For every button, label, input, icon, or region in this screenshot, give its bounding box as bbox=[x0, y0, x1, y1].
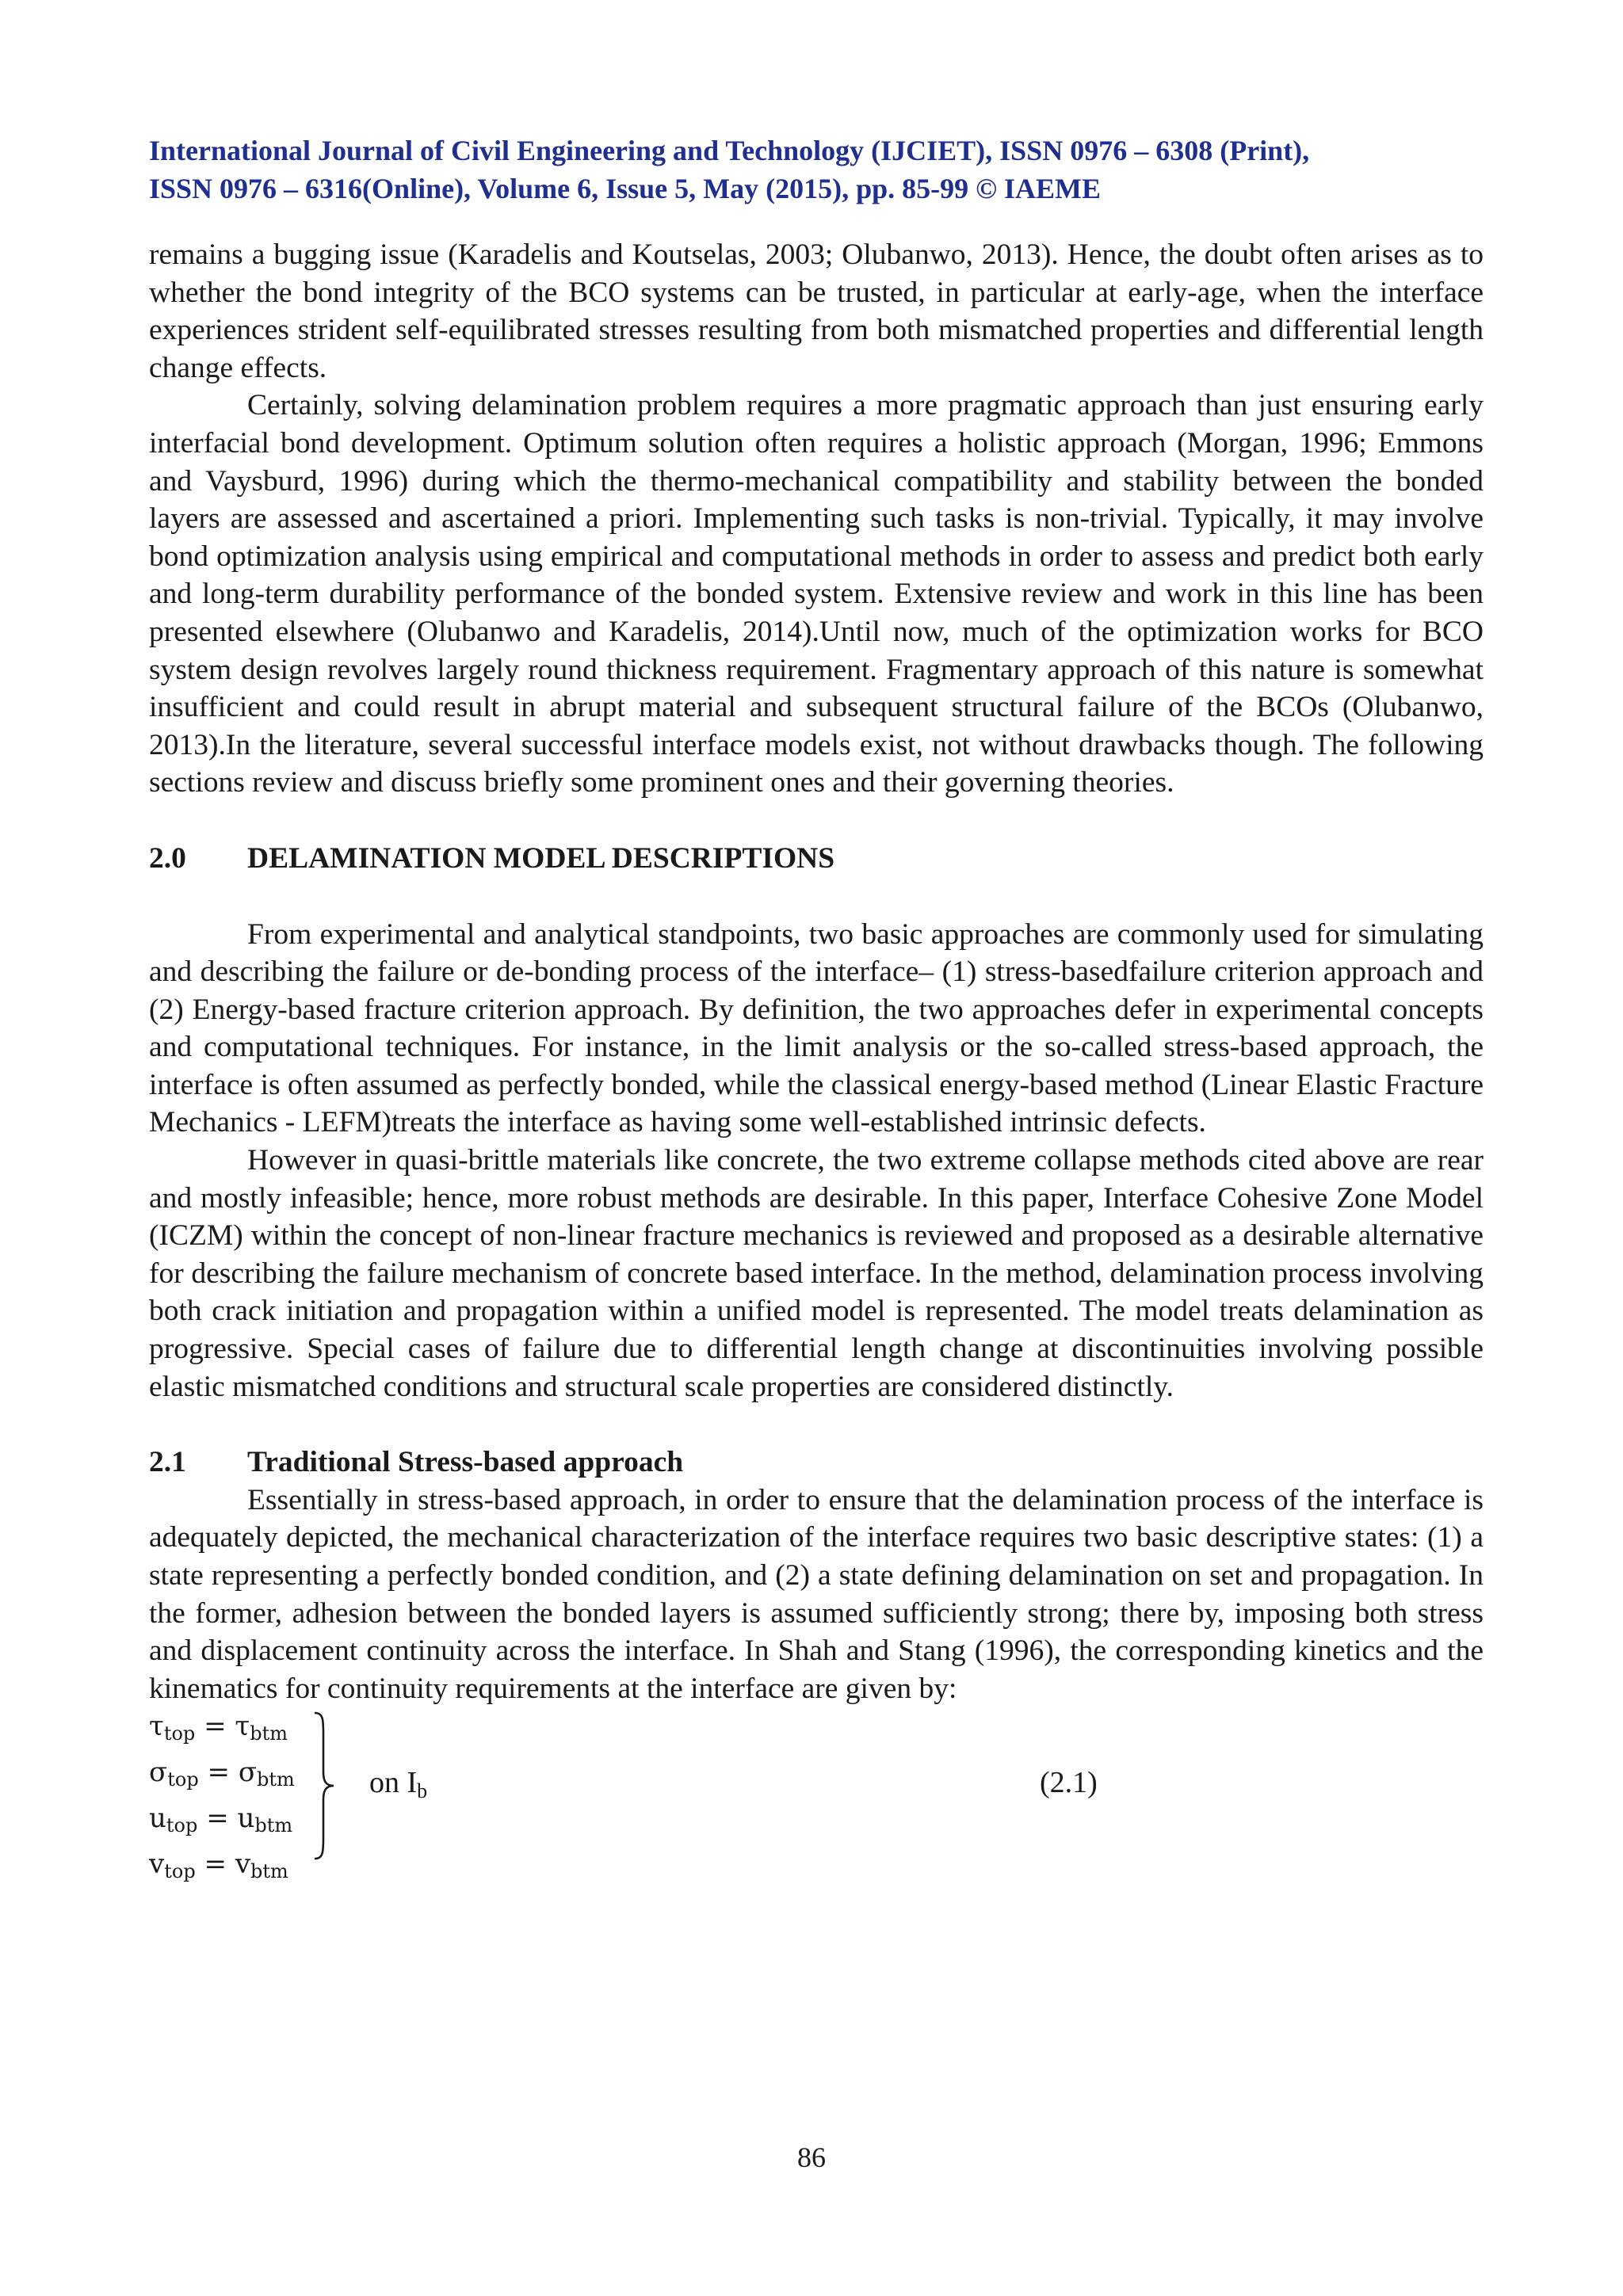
equation-number: (2.1) bbox=[1040, 1766, 1098, 1800]
section-title: Traditional Stress-based approach bbox=[247, 1446, 684, 1479]
equation-2-1 bbox=[149, 1707, 1484, 1883]
section-heading-2-0 bbox=[149, 840, 1484, 878]
equation-line-sigma: $\sigma_{top} = \sigma_{btm}$ bbox=[149, 1756, 295, 1791]
main-content bbox=[149, 236, 1484, 1883]
equation-domain: on $I_b$ bbox=[369, 1766, 428, 1803]
page-number: 86 bbox=[797, 2142, 826, 2173]
paragraph-iczm: However in quasi-brittle materials like concrete, the two extreme collapse methods cited above are rear and mostly infeasible; hence, more robust methods are desirable. In this paper, Interface Cohesive Zone Model (ICZM) within the concept of non-linear fracture mechanics is reviewed and proposed as a desirable alternative for describing the failure mechanism of concrete based interface. In the method, delamination process involving both crack initiation and propagation within a unified model is represented. The model treats delamination as progressive. Special cases of failure due to differential length change at discontinuities involving possible elastic mismatched conditions and structural scale properties are considered distinctly. bbox=[149, 1144, 1484, 1403]
equation-line-v: $v_{top} = v_{btm}$ bbox=[149, 1848, 288, 1883]
journal-header-line-2: ISSN 0976 – 6316(Online), Volume 6, Issue 5, May (2015), pp. 85-99 © IAEME bbox=[149, 173, 1102, 204]
section-number: 2.0 bbox=[149, 841, 186, 875]
paragraph-approaches: From experimental and analytical standpoints, two basic approaches are commonly used for simulating and describing the failure or de-bonding process of the interface– (1) stress-basedfailure criterion approach and (2) Energy-based fracture criterion approach. By definition, the two approaches defer in experimental concepts and computational techniques. For instance, in the limit analysis or the so-called stress-based approach, the interface is often assumed as perfectly bonded, while the classical energy-based method (Linear Elastic Fracture Mechanics - LEFM)treats the interface as having some well-established intrinsic defects. bbox=[149, 917, 1484, 1139]
right-curly-brace bbox=[312, 1711, 336, 1861]
section-heading-2-1 bbox=[149, 1444, 1484, 1482]
journal-header-line-1: International Journal of Civil Engineering and Technology (IJCIET), ISSN 0976 – 6308 (Print), bbox=[149, 135, 1310, 166]
equation-line-tau: $\tau_{top} = \tau_{btm}$ bbox=[149, 1711, 288, 1745]
paragraph-delamination-approach: Certainly, solving delamination problem requires a more pragmatic approach than just ensuring early interfacial bond development. Optimum solution often requires a holistic approach (Morgan, 1996; Emmons and Vaysburd, 1996) during which the thermo-mechanical compatibility and stability between the bonded layers are assessed and ascertained a priori. Implementing such tasks is non-trivial. Typically, it may involve bond optimization analysis using empirical and computational methods in order to assess and predict both early and long-term durability performance of the bonded system. Extensive review and work in this line has been presented elsewhere (Olubanwo and Karadelis, 2014).Until now, much of the optimization works for BCO system design revolves largely round thickness requirement. Fragmentary approach of this nature is somewhat insufficient and could result in abrupt material and subsequent structural failure of the BCOs (Olubanwo, 2013).In the literature, several successful interface models exist, not without drawbacks though. The following sections review and discuss briefly some prominent ones and their governing theories. bbox=[149, 389, 1484, 799]
paragraph-continuation: remains a bugging issue (Karadelis and Koutselas, 2003; Olubanwo, 2013). Hence, the doubt often arises as to whether the bond integrity of the BCO systems can be trusted, in particular at early-age, when the interface experiences strident self-equilibrated stresses resulting from both mismatched properties and differential length change effects. bbox=[149, 238, 1484, 384]
equation-lines bbox=[149, 1707, 295, 1891]
paragraph-stress-based: Essentially in stress-based approach, in order to ensure that the delamination process of the interface is adequately depicted, the mechanical characterization of the interface requires two basic descriptive states: (1) a state representing a perfectly bonded condition, and (2) a state defining delamination on set and propagation. In the former, adhesion between the bonded layers is assumed sufficiently strong; there by, imposing both stress and displacement continuity across the interface. In Shah and Stang (1996), the corresponding kinetics and the kinematics for continuity requirements at the interface are given by: bbox=[149, 1483, 1484, 1705]
journal-header bbox=[149, 132, 1496, 208]
section-title: DELAMINATION MODEL DESCRIPTIONS bbox=[247, 841, 835, 875]
equation-line-u: $u_{top} = u_{btm}$ bbox=[149, 1802, 293, 1837]
section-number: 2.1 bbox=[149, 1446, 186, 1479]
